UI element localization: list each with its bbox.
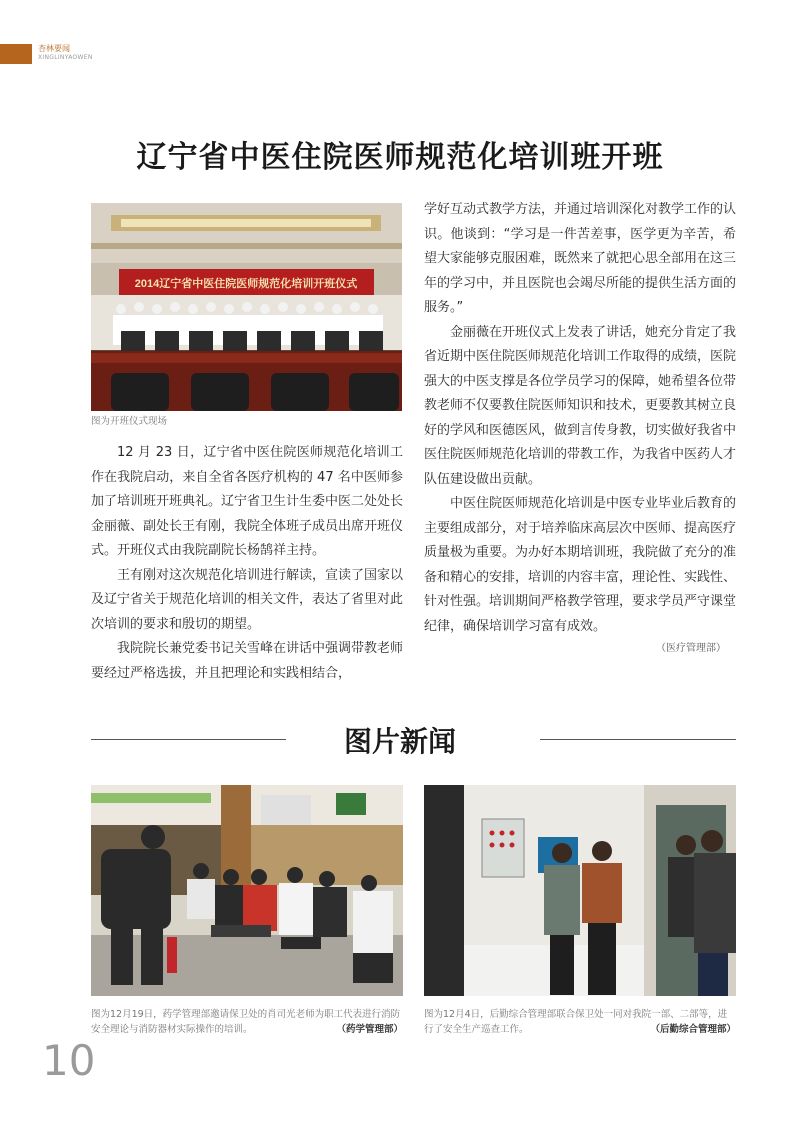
paragraph: 王有刚对这次规范化培训进行解读，宣读了国家以及辽宁省关于规范化培训的相关文件，表达了省里对此次培训的要求和殷切的期望。 xyxy=(91,567,404,632)
banner-text: 2014辽宁省中医住院医师规范化培训开班仪式 xyxy=(134,278,358,290)
article-title: 辽宁省中医住院医师规范化培训班开班 xyxy=(136,140,664,175)
caption-text: 图为12月19日，药学管理部邀请保卫处的肖司光老师为职工代表进行消防安全理论与消防器材实际操作的培训。 xyxy=(91,1009,401,1035)
section-label-pinyin: XINGLINYAOWEN xyxy=(38,54,93,61)
page-number: 10 xyxy=(42,1036,96,1085)
caption-dept: （后勤综合管理部） xyxy=(650,1024,736,1035)
paragraph: 学好互动式教学方法，并通过培训深化对教学工作的认识。他谈到：“学习是一件苦差事，医学更为辛苦，希望大家能够克服困难，既然来了就把心思全部用在这三年的学习中，并且医院也会竭尽所能的提供生活方面的服务。” xyxy=(424,202,737,315)
safety-inspection-photo xyxy=(424,785,736,996)
photo-caption: 图为开班仪式现场 xyxy=(91,416,168,427)
section-title-photo-news: 图片新闻 xyxy=(343,725,456,758)
caption-dept: （药学管理部） xyxy=(336,1024,403,1035)
section-label: 杏林要闻 xyxy=(38,44,70,53)
photo-news-caption-1 xyxy=(91,1007,403,1037)
paragraph: 我院院长兼党委书记关雪峰在讲话中强调带教老师要经过严格选拔，并且把理论和实践相结合， xyxy=(91,641,404,681)
article-left-column xyxy=(91,441,403,686)
paragraph: 中医住院医师规范化培训是中医专业毕业后教育的主要组成部分，对于培养临床高层次中医师、提高医疗质量极为重要。为办好本期培训班，我院做了充分的准备和精心的安排，培训的内容丰富，理论性、实践性、针对性强。培训期间严格教学管理，要求学员严守课堂纪律，确保培训学习富有成效。 xyxy=(424,496,737,634)
caption-text: 图为12月4日，后勤综合管理部联合保卫处一同对我院一部、二部等，进行了安全生产巡查工作。 xyxy=(424,1009,728,1035)
paragraph: 12 月 23 日，辽宁省中医住院医师规范化培训工作在我院启动，来自全省各医疗机构的 47 名中医师参加了培训班开班典礼。辽宁省卫生计生委中医二处处长金丽薇、副处长王有刚，我院全体班子成员出席开班仪式。开班仪式由我院副院长杨鹄祥主持。 xyxy=(91,445,404,558)
header-accent-bar xyxy=(0,44,32,64)
paragraph: 金丽薇在开班仪式上发表了讲话，她充分肯定了我省近期中医住院医师规范化培训工作取得的成绩，医院强大的中医支撑是各位学员学习的保障，她希望各位带教老师不仅要教住院医师知识和技术，更要教其树立良好的学风和医德医风，做到言传身教，切实做好我省中医住院医师规范化培训的带教工作，为我省中医药人才队伍建设做出贡献。 xyxy=(424,324,737,487)
article-right-column xyxy=(424,198,736,659)
photo-news-caption-2 xyxy=(424,1007,736,1037)
article-signature: （医疗管理部） xyxy=(656,643,726,654)
fire-training-photo xyxy=(91,785,403,996)
ceremony-photo xyxy=(91,203,402,411)
